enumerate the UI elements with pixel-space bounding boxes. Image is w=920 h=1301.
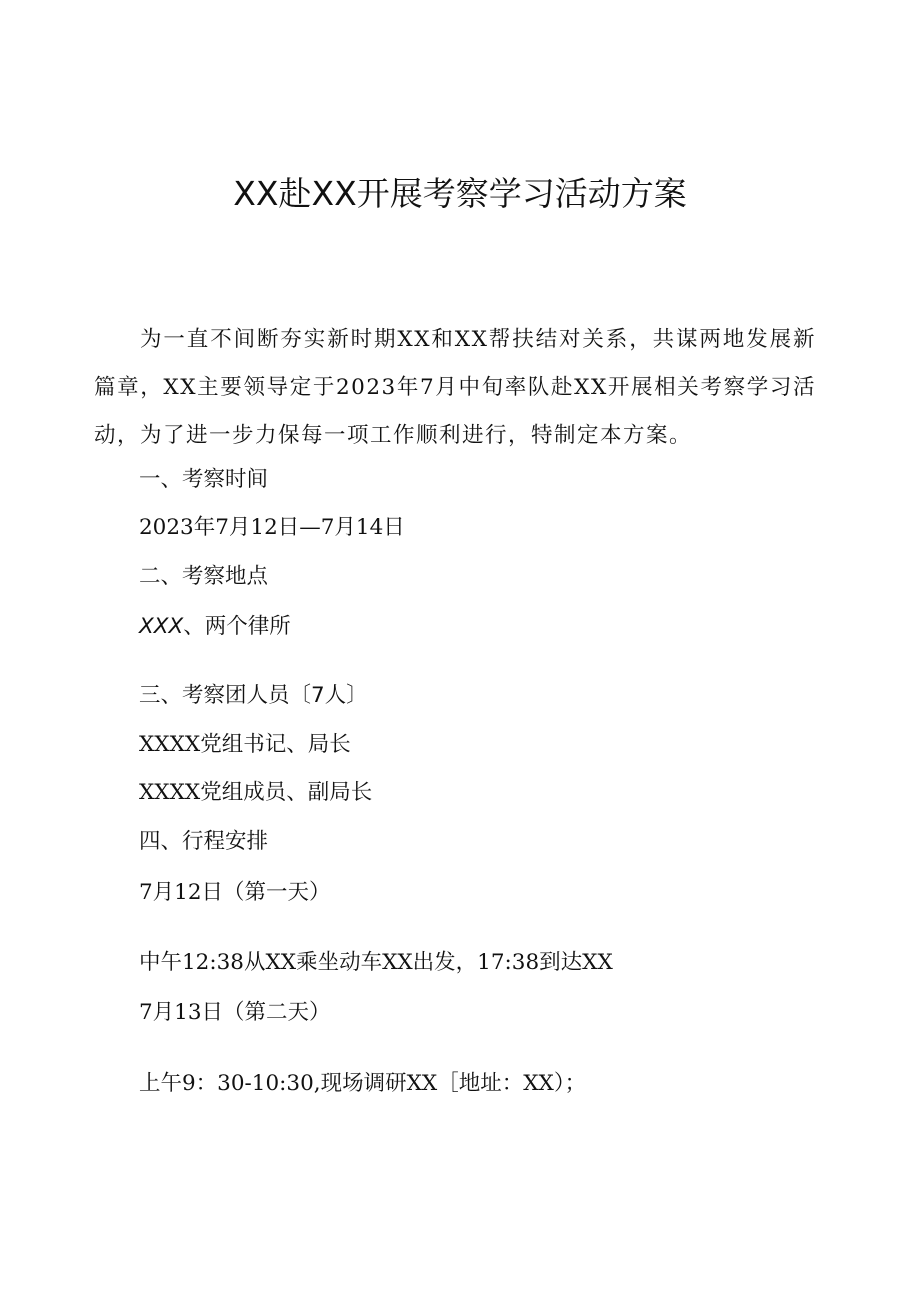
document-title: XX赴XX开展考察学习活动方案: [233, 174, 687, 213]
day1-label: 7月12日（第一天）: [139, 880, 331, 905]
section-heading-members: 三、考察团人员〔7人〕: [139, 683, 368, 708]
location-lead: XXX: [139, 614, 184, 639]
day1-item: 中午12:38从XX乘坐动车XX出发，17:38到达XX: [139, 950, 613, 975]
day2-label: 7月13日（第二天）: [139, 1000, 331, 1025]
section-heading-location: 二、考察地点: [139, 564, 269, 589]
member-item: XXXX党组成员、副局长: [139, 780, 373, 805]
member-item: XXXX党组书记、局长: [139, 732, 351, 757]
section-heading-schedule: 四、行程安排: [139, 829, 269, 854]
day2-item: 上午9：30-10:30,现场调研XX［地址：XX）；: [139, 1071, 587, 1096]
location-rest: 、两个律所: [183, 614, 291, 639]
location-content: [139, 611, 291, 643]
section-heading-time: 一、考察时间: [139, 467, 269, 492]
time-content: 2023年7月12日—7月14日: [139, 515, 405, 540]
intro-paragraph: 为一直不间断夯实新时期XX和XX帮扶结对关系，共谋两地发展新篇章，XX主要领导定于2023年7月中旬率队赴XX开展相关考察学习活动，为了进一步力保每一项工作顺利进行，特制定本方案。: [94, 327, 816, 448]
